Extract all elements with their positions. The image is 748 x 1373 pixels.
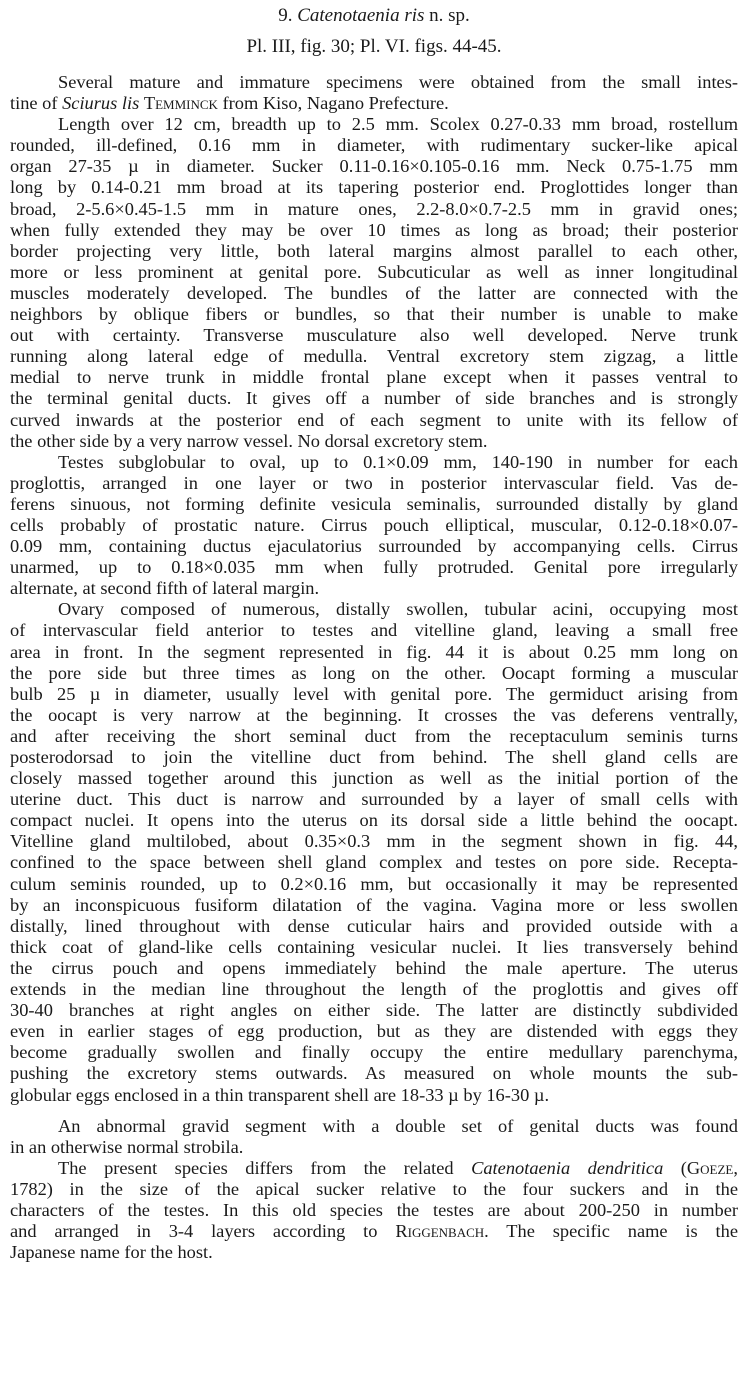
text-line: rounded, ill-defined, 0.16 mm in diameter, with rudimentary sucker-like apical xyxy=(10,135,738,156)
text-line: globular eggs enclosed in a thin transparent shell are 18-33 µ by 16-30 µ. xyxy=(10,1084,550,1105)
italic-taxon: Catenotaenia dendritica xyxy=(471,1157,664,1178)
text-line: and arranged in 3-4 layers according to Riggenbach. The specific name is the xyxy=(10,1221,738,1242)
text-line: running along lateral edge of medulla. Ventral excretory stem zigzag, a little xyxy=(10,346,738,367)
text-line: 1782) in the size of the apical sucker relative to the four suckers and in the xyxy=(10,1178,738,1199)
text-line: posterodorsad to join the vitelline duct from behind. The shell gland cells are xyxy=(10,747,738,767)
text-line: the cirrus pouch and opens immediately behind the male aperture. The uterus xyxy=(10,957,738,978)
text-line: alternate, at second fifth of lateral margin. xyxy=(10,578,320,599)
paragraph-intro xyxy=(10,72,738,114)
text-line: characters of the testes. In this old species the testes are about 200-250 in number xyxy=(10,1199,738,1220)
text-line: 0.09 mm, containing ductus ejaculatorius surrounded by accompanying cells. Cirrus xyxy=(10,536,738,557)
text-line: ferens sinuous, not forming definite vesicula seminalis, surrounded distally by gland xyxy=(10,493,738,514)
text-line: confined to the space between shell gland complex and testes on pore side. Recepta- xyxy=(10,852,738,873)
text-line: Length over 12 cm, breadth up to 2.5 mm. Scolex 0.27-0.33 mm broad, rostellum xyxy=(58,114,738,135)
author-name: Temminck xyxy=(143,93,218,114)
text-line: extends in the median line throughout the length of the proglottis and gives off xyxy=(10,979,738,1000)
paragraph-gap xyxy=(10,1106,738,1116)
text-line: the pore side but three times as long on the other. Oocapt forming a muscular xyxy=(10,662,738,683)
text-line: neighbors by oblique fibers or bundles, so that their number is unable to make xyxy=(10,304,738,325)
italic-taxon: Sciurus lis xyxy=(62,93,140,114)
species-name: Catenotaenia ris xyxy=(297,5,425,26)
section-number: 9. xyxy=(278,5,293,26)
text-line: the terminal genital ducts. It gives off a number of side branches and is strongly xyxy=(10,388,738,409)
text-line: become gradually swollen and finally occupy the entire medullary parenchyma, xyxy=(10,1042,738,1063)
text-line: cells probably of prostatic nature. Cirrus pouch elliptical, muscular, 0.12-0.18×0.07- xyxy=(10,514,738,535)
text-line: Ovary composed of numerous, distally swollen, tubular acini, occupying most xyxy=(58,599,738,620)
text-line: Japanese name for the host. xyxy=(10,1242,213,1263)
text-line: more or less prominent at genital pore. Subcuticular as well as inner longitudinal xyxy=(10,261,738,282)
paragraph-comparison xyxy=(10,1158,738,1263)
text-line: even in earlier stages of egg production, but as they are distended with eggs they xyxy=(10,1021,738,1042)
body-text xyxy=(10,72,738,1263)
text-line: unarmed, up to 0.18×0.035 mm when fully protruded. Genital pore irregularly xyxy=(10,557,738,578)
text-line: pushing the excretory stems outwards. As measured on whole mounts the sub- xyxy=(10,1063,738,1084)
text-line: compact nuclei. It opens into the uterus on its dorsal side a little behind the oocapt. xyxy=(10,810,738,831)
text-line: organ 27-35 µ in diameter. Sucker 0.11-0.16×0.105-0.16 mm. Neck 0.75-1.75 mm xyxy=(10,156,738,177)
paragraph-ovary xyxy=(10,599,738,1105)
text-line: out with certainty. Transverse musculature also well developed. Nerve trunk xyxy=(10,325,738,346)
text-line: proglottis, arranged in one layer or two in posterior intervascular field. Vas de- xyxy=(10,472,738,493)
author-name: Riggenbach xyxy=(395,1221,485,1242)
text-line: uterine duct. This duct is narrow and surrounded by a layer of small cells with xyxy=(10,789,738,810)
text-line: in an otherwise normal strobila. xyxy=(10,1136,244,1157)
text-line: tine of Sciurus lis Temminck from Kiso, Nagano Prefecture. xyxy=(10,93,449,114)
text-line: area in front. In the segment represented in fig. 44 it is about 0.25 mm long on xyxy=(10,641,738,662)
text-line: when fully extended they may be over 10 times as long as broad; their posterior xyxy=(10,219,738,240)
section-title xyxy=(0,3,748,29)
text-line: curved inwards at the posterior end of each segment to unite with its fellow of xyxy=(10,409,738,430)
text-line: broad, 2-5.6×0.45-1.5 mm in mature ones, 2.2-8.0×0.7-2.5 mm in gravid ones; xyxy=(10,198,738,219)
text-line: Several mature and immature specimens were obtained from the small intes- xyxy=(58,72,738,92)
plate-references: Pl. III, fig. 30; Pl. VI. figs. 44-45. xyxy=(246,36,502,57)
text-line: border projecting very little, both lateral margins almost parallel to each other, xyxy=(10,240,738,261)
text-line: medial to nerve trunk in middle frontal plane except when it passes ventral to xyxy=(10,367,738,388)
paragraph-morphology xyxy=(10,114,738,452)
text-line: long by 0.14-0.21 mm broad at its tapering posterior end. Proglottides longer than xyxy=(10,177,738,198)
author-name: Goeze xyxy=(686,1157,734,1178)
text-line: Testes subglobular to oval, up to 0.1×0.09 mm, 140-190 in number for each xyxy=(58,451,738,472)
text-line: closely massed together around this junction as well as the initial portion of the xyxy=(10,768,738,789)
text-line: The present species differs from the related Catenotaenia dendritica (Goeze, xyxy=(58,1157,738,1178)
text-line: culum seminis rounded, up to 0.2×0.16 mm, but occasionally it may be represented xyxy=(10,873,738,894)
text-line: the other side by a very narrow vessel. No dorsal excretory stem. xyxy=(10,430,488,451)
text-line: bulb 25 µ in diameter, usually level with genital pore. The germiduct arising from xyxy=(10,683,738,704)
text-line: 30-40 branches at right angles on either side. The latter are distinctly subdivided xyxy=(10,1000,738,1021)
text-line: An abnormal gravid segment with a double set of genital ducts was found xyxy=(58,1115,738,1136)
text-line: muscles moderately developed. The bundles of the latter are connected with the xyxy=(10,282,738,303)
text-line: the oocapt is very narrow at the beginning. It crosses the vas deferens ventrally, xyxy=(10,704,738,725)
text-line: of intervascular field anterior to testes and vitelline gland, leaving a small free xyxy=(10,620,738,641)
text-line: thick coat of gland-like cells containing vesicular nuclei. It lies transversely behind xyxy=(10,936,738,957)
paragraph-testes xyxy=(10,452,738,600)
species-suffix: n. sp. xyxy=(429,5,470,26)
text-line: and after receiving the short seminal duct from the receptaculum seminis turns xyxy=(10,725,738,746)
text-line: Vitelline gland multilobed, about 0.35×0.3 mm in the segment shown in fig. 44, xyxy=(10,831,738,852)
paragraph-abnormal xyxy=(10,1116,738,1158)
text-line: distally, lined throughout with dense cuticular hairs and provided outside with a xyxy=(10,915,738,936)
text-line: by an inconspicuous fusiform dilatation of the vagina. Vagina more or less swollen xyxy=(10,894,738,915)
